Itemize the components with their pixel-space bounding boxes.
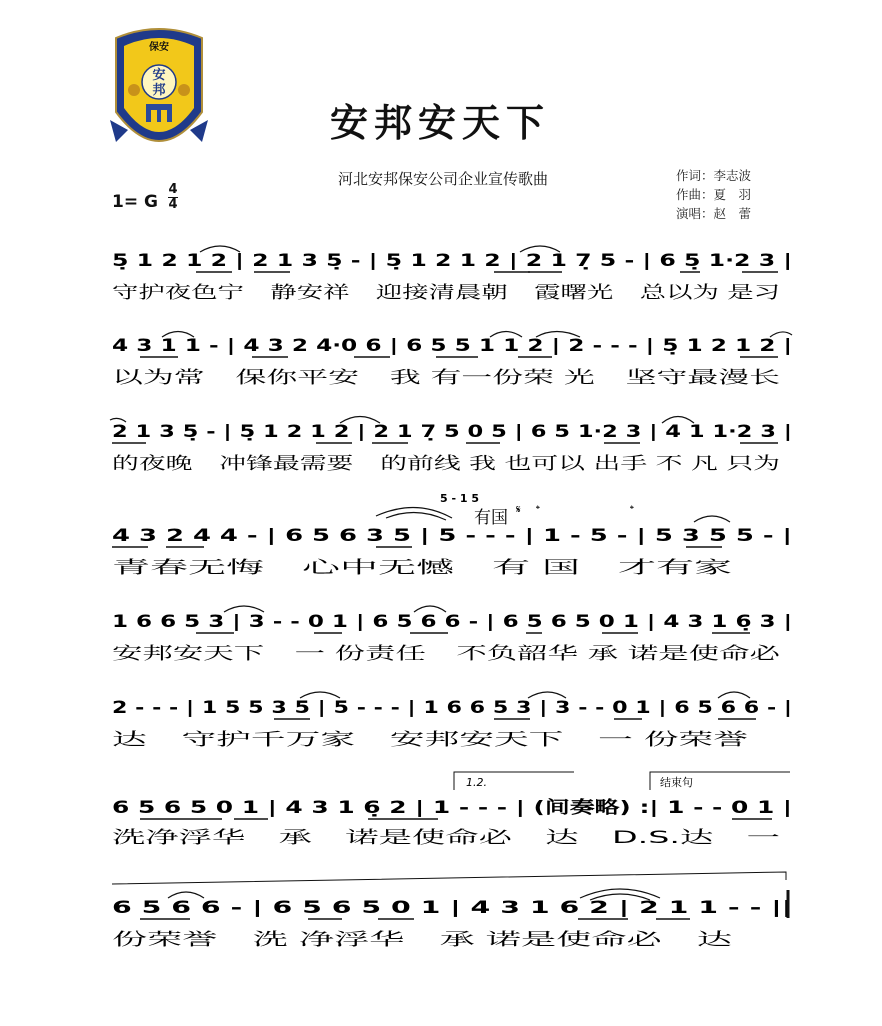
score-line-6 [112, 692, 792, 750]
lyrics-line-2: 以为常 保你平安 我 有一份荣 光 坚守最漫长 [112, 368, 780, 388]
segno-sign: 𝄋 [516, 503, 521, 516]
score-line-2 [112, 332, 792, 389]
logo-char-2: 邦 [152, 83, 166, 98]
ending-phrase-label: 结束句 [660, 776, 693, 789]
notes-line-6: 2 - - - | 1 5 5 3 5 | 5 - - - | 1 6 6 5 3 | 3 - - 0 1 | 6 5 6 6 - | [112, 698, 792, 718]
notes-line-5: 1 6 6 5 3 | 3 - - 0 1 | 6 5 6 6 - | 6 5 6 5 0 1 | 4 3 1 6̣ 3 | [112, 612, 792, 632]
lyrics-line-5: 安邦安天下 一 份责任 不负韶华 承 诺是使命必 [112, 644, 782, 664]
volta-1-2: 1.2. [466, 776, 487, 789]
logo-char-1: 安 [152, 68, 166, 83]
score-line-3 [110, 417, 792, 475]
lyricist-credit: 作词：李志波 [676, 168, 752, 183]
lyrics-line-4: 青春无悔 心中无憾 有 国 才有家 [112, 558, 732, 578]
score-line-8 [112, 872, 792, 950]
lyrics-line-3: 的夜晚 冲锋最需要 的前线 我 也可以 出手 不 凡 只为 [112, 454, 780, 474]
notes-line-3: 2 1 3 5̣ - | 5̣ 1 2 1 2 | 2 1 7̣ 5 0 5 | 6 5 1·2 3 | 4 1 1·2 3 | [112, 422, 792, 442]
coda-sign-1: 𝄌 [536, 503, 540, 516]
lyrics-line-7: 洗净浮华 承 诺是使命必 达 D.S.达 一 [112, 828, 780, 848]
lyrics-line-8: 份荣誉 洗 净浮华 承 诺是使命必 达 [112, 930, 732, 950]
lyrics-line-6: 达 守护千万家 安邦安天下 一 份荣誉 [112, 730, 748, 750]
lyrics-line-1: 守护夜色宁 静安祥 迎接清晨朝 霞曙光 总以为 是习 [112, 283, 780, 303]
coda-sign-2: 𝄌 [630, 503, 634, 516]
notes-line-8: 6 5 6 6 - | 6 5 6 5 0 1 | 4 3 1 6 2 | 2 1 1 - - || [112, 898, 792, 918]
time-bottom: 4 [168, 197, 178, 212]
song-subtitle: 河北安邦保安公司企业宣传歌曲 [338, 170, 549, 188]
score-line-5 [112, 606, 792, 664]
singer-credit: 演唱：赵 蕾 [676, 206, 752, 221]
time-top: 4 [168, 182, 178, 197]
notes-line-4: 4 3 2 4 4 - | 6 5 6 3 5 | 5 - - - | 1 - 5 - | 5 3 5 5 - | [112, 526, 792, 546]
score-line-4 [112, 492, 792, 578]
notes-line-1: 5̣ 1 2 1 2 | 2 1 3 5̣ - | 5̣ 1 2 1 2 | 2 1 7̣ 5 - | 6 5̣ 1·2 3 | [112, 251, 792, 271]
score-line-7 [112, 772, 792, 848]
composer-credit: 作曲：夏 羽 [676, 187, 752, 202]
logo-top-text: 保安 [149, 42, 169, 53]
notes-line-2: 4 3 1 1 - | 4 3 2 4·0 6 | 6 5 5 1 1 2 | 2 - - - | 5̣ 1 2 1 2 | [112, 336, 792, 356]
key-signature: 1= G [112, 192, 158, 212]
line-4-small-lyrics: 有国 [474, 508, 508, 528]
notes-line-7: 6 5 6 5 0 1 | 4 3 1 6̣ 2 | 1 - - - | (间奏略) :| 1 - - 0 1 | [112, 798, 578, 818]
line-4-small-notes: 5 - 1 5 [440, 492, 480, 505]
score-line-1 [112, 246, 792, 303]
song-title: 安邦安天下 [330, 100, 551, 145]
